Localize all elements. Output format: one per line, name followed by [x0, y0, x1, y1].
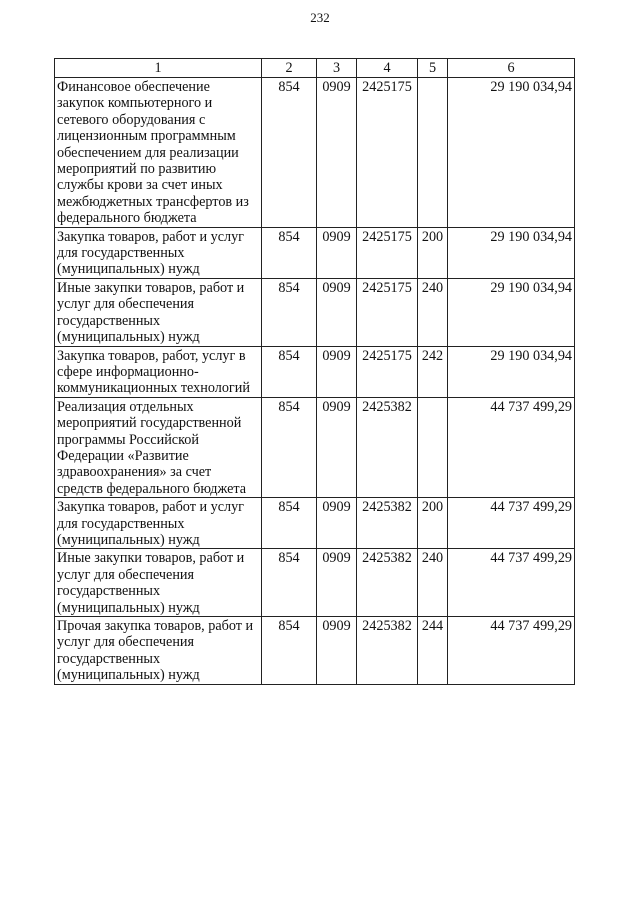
item-name: Прочая закупка товаров, работ и услуг для обеспечения государственных (муниципальных) нужд: [55, 617, 262, 685]
ministry-code: 854: [262, 549, 317, 617]
amount: 44 737 499,29: [448, 498, 575, 549]
item-name: Закупка товаров, работ, услуг в сфере информационно-коммуникационных технологий: [55, 346, 262, 397]
column-header: 3: [317, 59, 357, 78]
item-name: Закупка товаров, работ и услуг для государственных (муниципальных) нужд: [55, 227, 262, 278]
table-row: [55, 346, 575, 397]
section-code: 0909: [317, 227, 357, 278]
table-row: [55, 278, 575, 346]
item-name: Закупка товаров, работ и услуг для государственных (муниципальных) нужд: [55, 498, 262, 549]
expense-type: 240: [418, 549, 448, 617]
expense-type: [418, 78, 448, 228]
section-code: 0909: [317, 617, 357, 685]
ministry-code: 854: [262, 617, 317, 685]
column-header: 1: [55, 59, 262, 78]
expense-type: 242: [418, 346, 448, 397]
ministry-code: 854: [262, 78, 317, 228]
expense-type: [418, 397, 448, 497]
expense-type: 200: [418, 227, 448, 278]
column-header: 4: [357, 59, 418, 78]
target-code: 2425382: [357, 397, 418, 497]
table-row: [55, 617, 575, 685]
item-name: Финансовое обеспечение закупок компьютерного и сетевого оборудования с лицензионным программным обеспечением для реализации мероприятий по развитию службы крови за счет иных межбюджетных трансфертов из федерального бюджета: [55, 78, 262, 228]
target-code: 2425382: [357, 617, 418, 685]
amount: 29 190 034,94: [448, 346, 575, 397]
table-row: [55, 78, 575, 228]
table-row: [55, 397, 575, 497]
budget-table: [54, 58, 575, 685]
expense-type: 244: [418, 617, 448, 685]
amount: 44 737 499,29: [448, 397, 575, 497]
item-name: Иные закупки товаров, работ и услуг для обеспечения государственных (муниципальных) нужд: [55, 278, 262, 346]
expense-type: 240: [418, 278, 448, 346]
ministry-code: 854: [262, 397, 317, 497]
ministry-code: 854: [262, 227, 317, 278]
column-header: 2: [262, 59, 317, 78]
table-row: [55, 498, 575, 549]
expense-type: 200: [418, 498, 448, 549]
section-code: 0909: [317, 397, 357, 497]
target-code: 2425382: [357, 498, 418, 549]
page-number: 232: [310, 10, 330, 25]
column-header: 6: [448, 59, 575, 78]
amount: 29 190 034,94: [448, 78, 575, 228]
target-code: 2425175: [357, 278, 418, 346]
target-code: 2425382: [357, 549, 418, 617]
section-code: 0909: [317, 278, 357, 346]
table-row: [55, 549, 575, 617]
amount: 29 190 034,94: [448, 227, 575, 278]
amount: 29 190 034,94: [448, 278, 575, 346]
section-code: 0909: [317, 549, 357, 617]
table-row: [55, 227, 575, 278]
ministry-code: 854: [262, 498, 317, 549]
target-code: 2425175: [357, 227, 418, 278]
item-name: Иные закупки товаров, работ и услуг для обеспечения государственных (муниципальных) нужд: [55, 549, 262, 617]
target-code: 2425175: [357, 346, 418, 397]
column-header: 5: [418, 59, 448, 78]
header-row: [55, 59, 575, 78]
section-code: 0909: [317, 346, 357, 397]
amount: 44 737 499,29: [448, 617, 575, 685]
ministry-code: 854: [262, 346, 317, 397]
item-name: Реализация отдельных мероприятий государственной программы Российской Федерации «Развитие здравоохранения» за счет средств федерального бюджета: [55, 397, 262, 497]
section-code: 0909: [317, 78, 357, 228]
amount: 44 737 499,29: [448, 549, 575, 617]
target-code: 2425175: [357, 78, 418, 228]
ministry-code: 854: [262, 278, 317, 346]
section-code: 0909: [317, 498, 357, 549]
